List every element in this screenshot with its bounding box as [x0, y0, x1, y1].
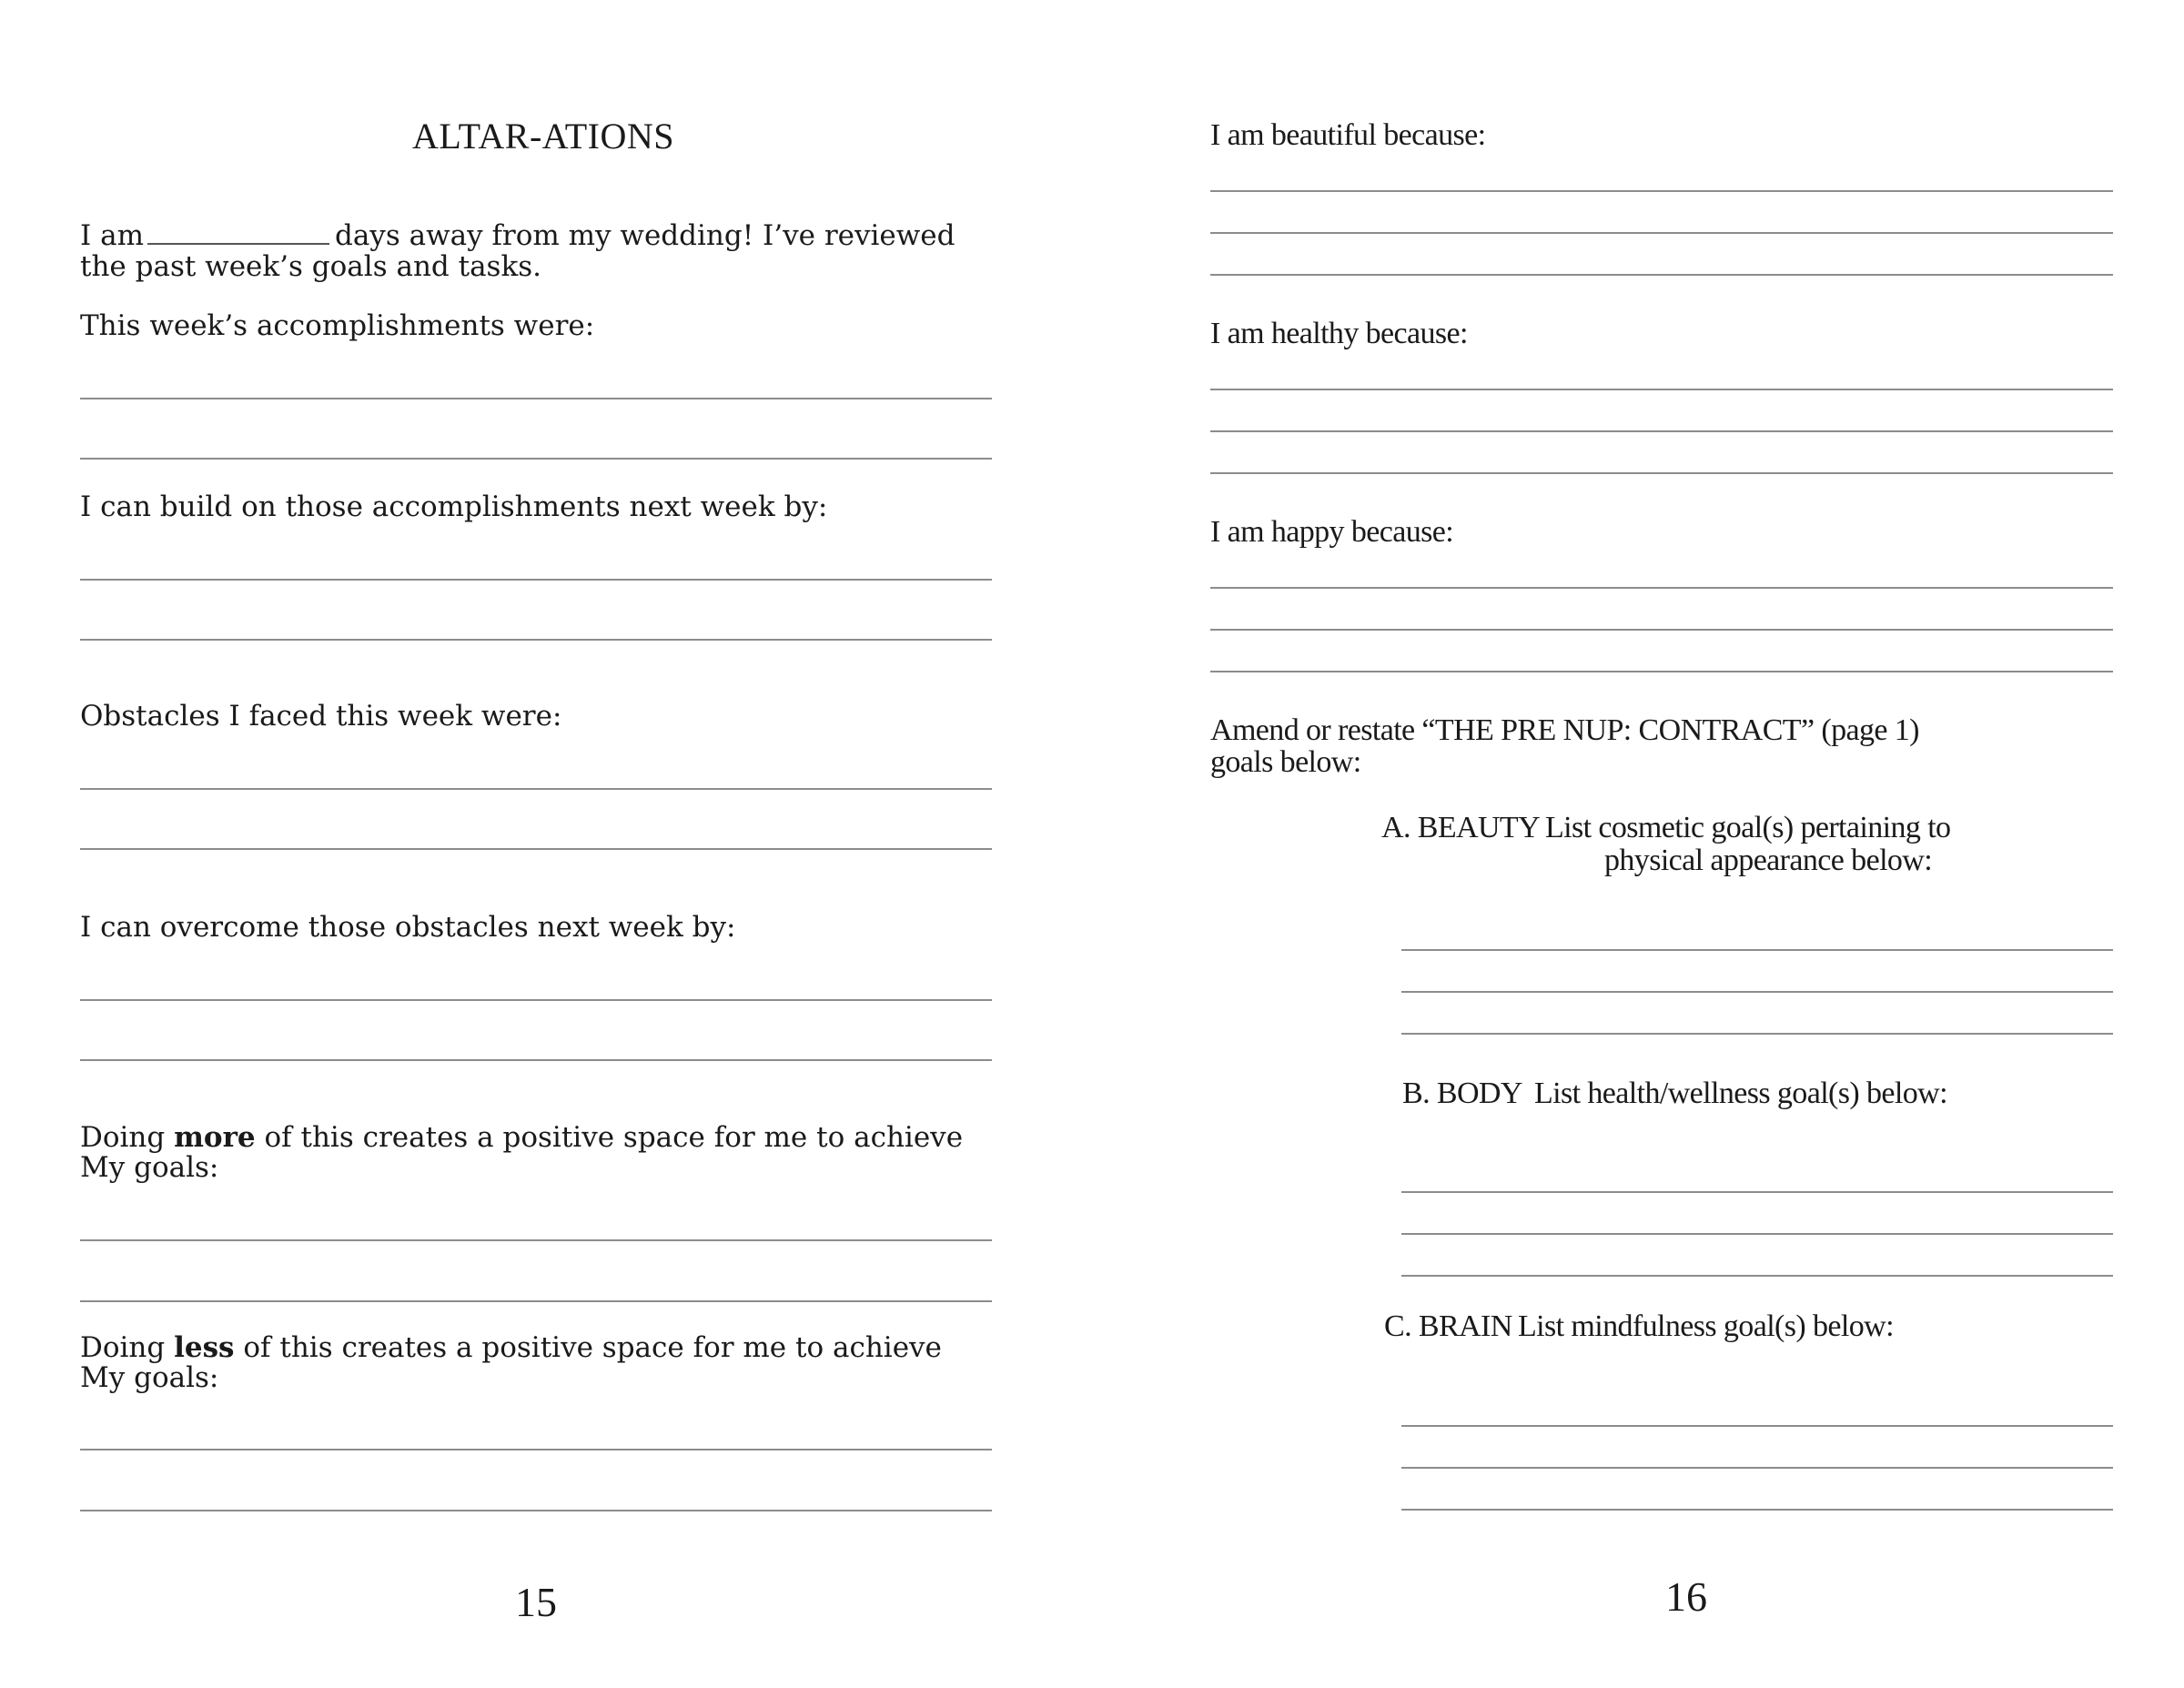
overcome-prompt: I can overcome those obstacles next week by: [80, 911, 736, 944]
accomplishments-line-1[interactable] [80, 398, 992, 399]
beautiful-line-3[interactable] [1210, 274, 2113, 276]
accomplishments-line-2[interactable] [80, 458, 992, 460]
days-blank-field[interactable] [147, 223, 329, 245]
brain-label: C. BRAIN [1384, 1309, 1512, 1343]
more-line-2: My goals: [80, 1151, 219, 1184]
brain-line-1[interactable] [1401, 1425, 2113, 1427]
happy-prompt: I am happy because: [1210, 515, 1454, 549]
obstacles-prompt: Obstacles I faced this week were: [80, 700, 562, 733]
page-number-left: 15 [515, 1579, 557, 1625]
body-line-3[interactable] [1401, 1275, 2113, 1277]
beauty-label: A. BEAUTY [1381, 811, 1541, 844]
beauty-desc-line-2: physical appearance below: [1604, 844, 1933, 877]
build-line-1[interactable] [80, 579, 992, 581]
body-desc: List health/wellness goal(s) below: [1534, 1076, 1947, 1110]
beauty-line-3[interactable] [1401, 1033, 2113, 1035]
accomplishments-prompt: This week’s accomplishments were: [80, 309, 595, 342]
less-prefix: Doing [80, 1331, 166, 1364]
body-line-2[interactable] [1401, 1233, 2113, 1235]
beauty-line-2[interactable] [1401, 991, 2113, 993]
less-line-2: My goals: [80, 1361, 219, 1394]
days-away-sentence [80, 220, 956, 251]
build-line-2[interactable] [80, 639, 992, 641]
amend-line-2: goals below: [1210, 745, 1361, 779]
intro-suffix: days away from my wedding! I’ve reviewed [334, 219, 956, 252]
intro-prefix: I am [80, 219, 144, 252]
obstacles-line-2[interactable] [80, 848, 992, 850]
less-sentence [80, 1332, 942, 1363]
more-goals-line-2[interactable] [80, 1300, 992, 1302]
amend-line-1: Amend or restate “THE PRE NUP: CONTRACT” (page 1) [1210, 713, 1919, 747]
happy-line-1[interactable] [1210, 587, 2113, 589]
brain-desc: List mindfulness goal(s) below: [1518, 1309, 1894, 1343]
more-sentence [80, 1122, 963, 1153]
healthy-line-3[interactable] [1210, 472, 2113, 474]
beautiful-prompt: I am beautiful because: [1210, 118, 1486, 152]
brain-line-2[interactable] [1401, 1467, 2113, 1469]
build-prompt: I can build on those accomplishments next week by: [80, 490, 828, 523]
more-emphasis: more [174, 1121, 256, 1154]
beauty-line-1[interactable] [1401, 949, 2113, 951]
less-goals-line-2[interactable] [80, 1510, 992, 1511]
beauty-desc-line-1: List cosmetic goal(s) pertaining to [1545, 811, 1951, 844]
healthy-prompt: I am healthy because: [1210, 317, 1468, 350]
more-suffix: of this creates a positive space for me to achieve [264, 1121, 964, 1154]
less-goals-line-1[interactable] [80, 1449, 992, 1450]
overcome-line-1[interactable] [80, 999, 992, 1001]
more-goals-line-1[interactable] [80, 1239, 992, 1241]
right-page [1092, 0, 2184, 1688]
intro-line-2: the past week’s goals and tasks. [80, 250, 542, 283]
page-number-right: 16 [1665, 1573, 1707, 1620]
overcome-line-2[interactable] [80, 1059, 992, 1061]
more-prefix: Doing [80, 1121, 166, 1154]
body-line-1[interactable] [1401, 1191, 2113, 1193]
body-label: B. BODY [1402, 1076, 1522, 1110]
page-title: ALTAR-ATIONS [412, 116, 674, 157]
brain-line-3[interactable] [1401, 1509, 2113, 1511]
beautiful-line-2[interactable] [1210, 232, 2113, 234]
less-suffix: of this creates a positive space for me to achieve [243, 1331, 942, 1364]
obstacles-line-1[interactable] [80, 788, 992, 790]
happy-line-2[interactable] [1210, 629, 2113, 631]
less-emphasis: less [174, 1331, 235, 1364]
happy-line-3[interactable] [1210, 671, 2113, 672]
healthy-line-1[interactable] [1210, 389, 2113, 390]
healthy-line-2[interactable] [1210, 430, 2113, 432]
beautiful-line-1[interactable] [1210, 190, 2113, 192]
